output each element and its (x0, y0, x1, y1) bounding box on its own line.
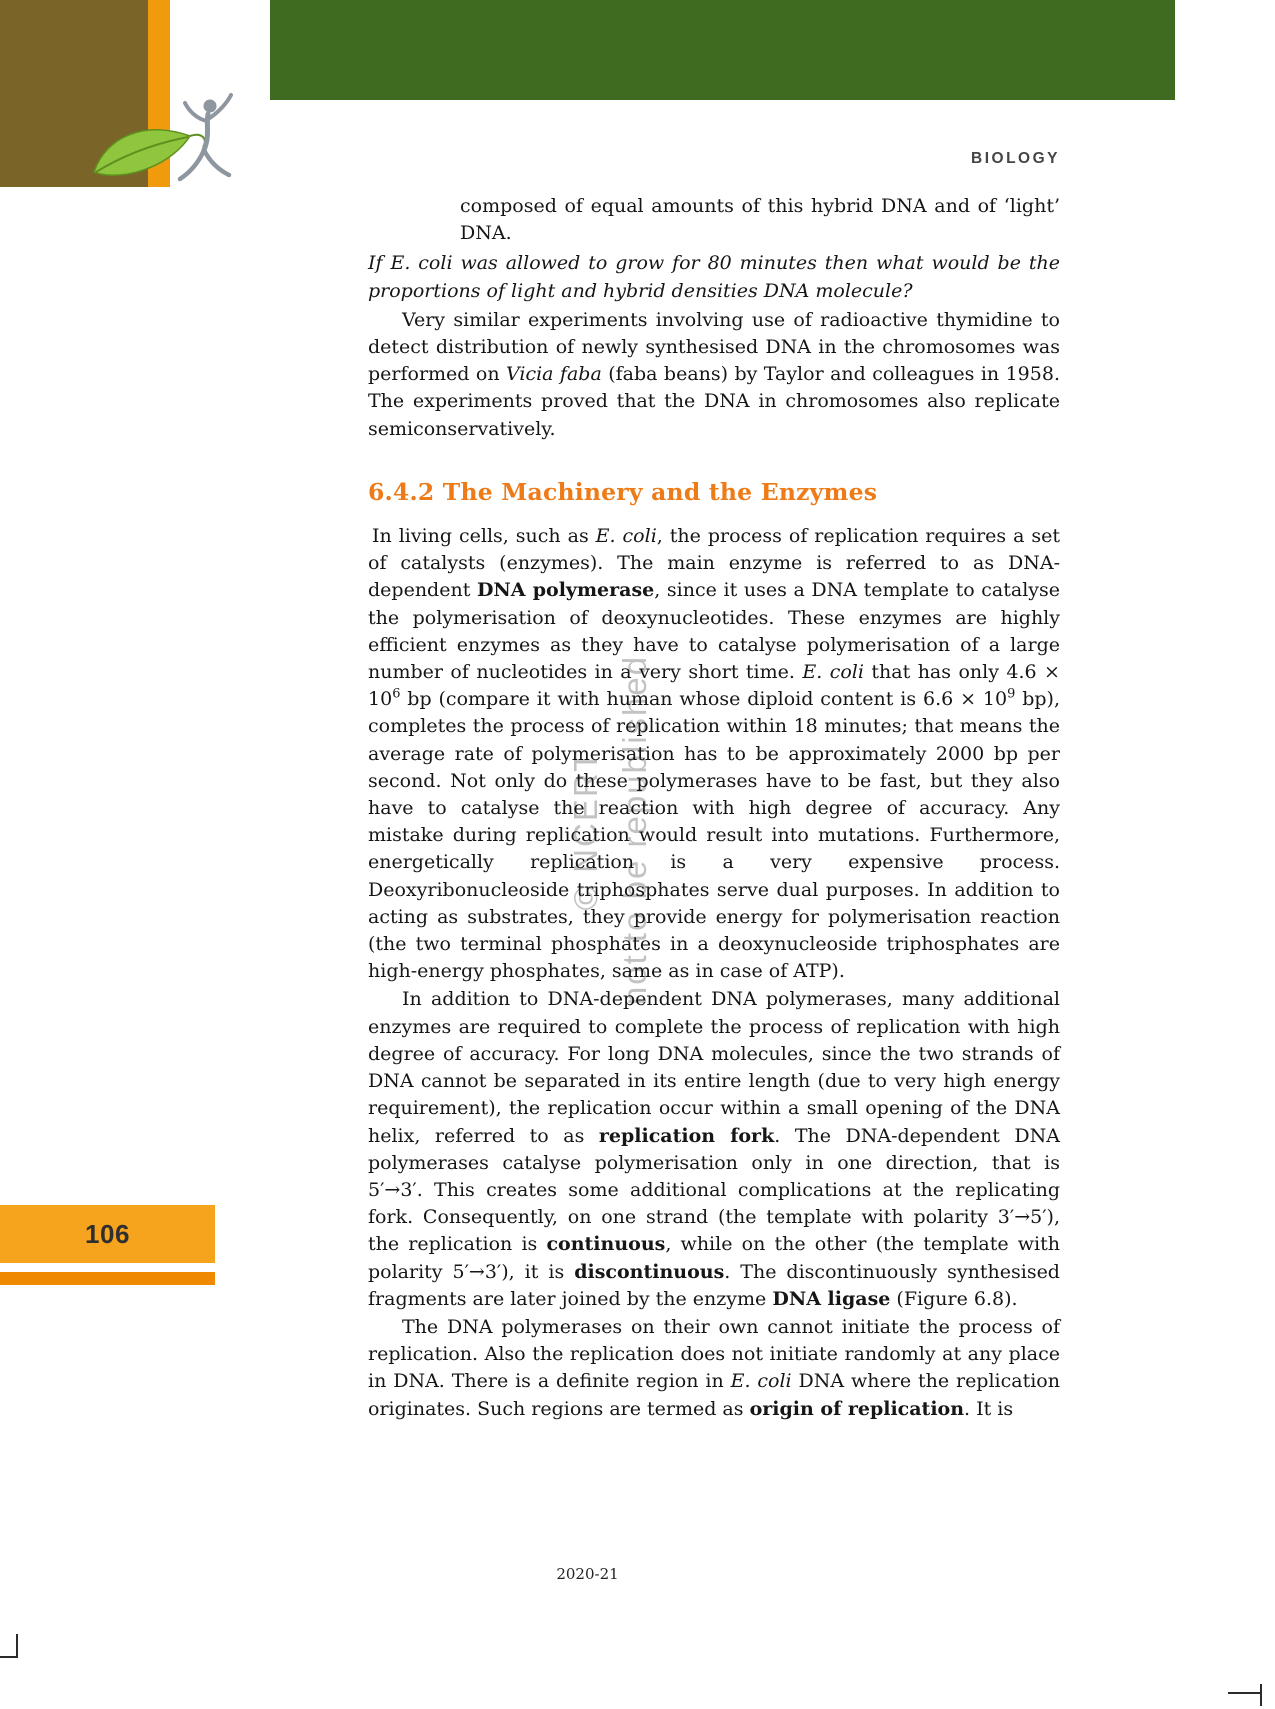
crop-mark (16, 1634, 18, 1658)
page-number: 106 (85, 1218, 130, 1249)
crop-mark (1228, 1692, 1262, 1694)
watermark-line2: not to be republished (616, 654, 653, 1006)
section-heading: 6.4.2 The Machinery and the Enzymes (368, 477, 878, 506)
page-number-block (0, 1205, 215, 1263)
crop-mark (0, 1656, 18, 1658)
paragraph: In addition to DNA-dependent DNA polymerases, many additional enzymes are required to complete the process of replication with high degree of accuracy. For long DNA molecules, since the two strands of DNA cannot be separated in its entire length (due to very high energy requirement), the replication occur within a small opening of the DNA helix, referred to as replication fork. The DNA-dependent DNA polymerases catalyse polymerisation only in one direction, that is 5′→3′. This creates some additional complications at the replicating fork. Consequently, on one strand (the template with polarity 3′→5′), the replication is continuous, while on the other (the template with polarity 5′→3′), it is discontinuous. The discontinuously synthesised fragments are later joined by the enzyme DNA ligase (Figure 6.8). (368, 988, 1060, 1310)
publisher-logo (88, 92, 263, 197)
watermark-line1: © NCERT (566, 749, 604, 911)
paragraph: Very similar experiments involving use of radioactive thymidine to detect distribution of newly synthesised DNA in the chromosomes was performed on Vicia faba (faba beans) by Taylor and colleagues in 1958. The experiments proved that the DNA in chromosomes also replicate semiconservatively. (368, 308, 1060, 440)
running-head-subject: BIOLOGY (971, 150, 1060, 167)
page-number-underline (0, 1272, 215, 1285)
paragraph: The DNA polymerases on their own cannot initiate the process of replication. Also the replication does not initiate randomly at any place in DNA. There is a definite region in E. coli DNA where the replication originates. Such regions are termed as origin of replication. It is (368, 1315, 1060, 1420)
header-green-band (270, 0, 1175, 100)
article-body (368, 193, 1060, 1424)
paragraph: If E. coli was allowed to grow for 80 minutes then what would be the proportions of light and hybrid densities DNA molecule? (368, 252, 1060, 302)
crop-mark (1260, 1684, 1262, 1706)
leaf-figure-icon (88, 92, 263, 197)
edition-footer: 2020-21 (556, 1565, 619, 1583)
paragraph: composed of equal amounts of this hybrid DNA and of ‘light’ DNA. (460, 195, 1060, 245)
paragraph: In living cells, such as E. coli, the process of replication requires a set of catalysts (enzymes). The main enzyme is referred to as DNA-dependent DNA polymerase, since it uses a DNA template to catalyse the polymerisation of deoxynucleotides. These enzymes are highly efficient enzymes as they have to catalyse polymerisation of a large number of nucleotides in a very short time. E. coli that has only $4.6 \times 10^6$ bp (compare it with human whose diploid content is $6.6 \times 10^9$ bp), completes the process of replication within 18 minutes; that means the average rate of polymerisation has to be approximately 2000 bp per second. Not only do these polymerases have to be fast, but they also have to catalyse the reaction with high degree of accuracy. Any mistake during replication would result into mutations. Furthermore, energetically replication is a very expensive process. Deoxyribonucleoside triphosphates serve dual purposes. In addition to acting as substrates, they provide energy for polymerisation reaction (the two terminal phosphates in a deoxynucleoside triphosphates are high-energy phosphates, same as in case of ATP). (368, 525, 1061, 983)
